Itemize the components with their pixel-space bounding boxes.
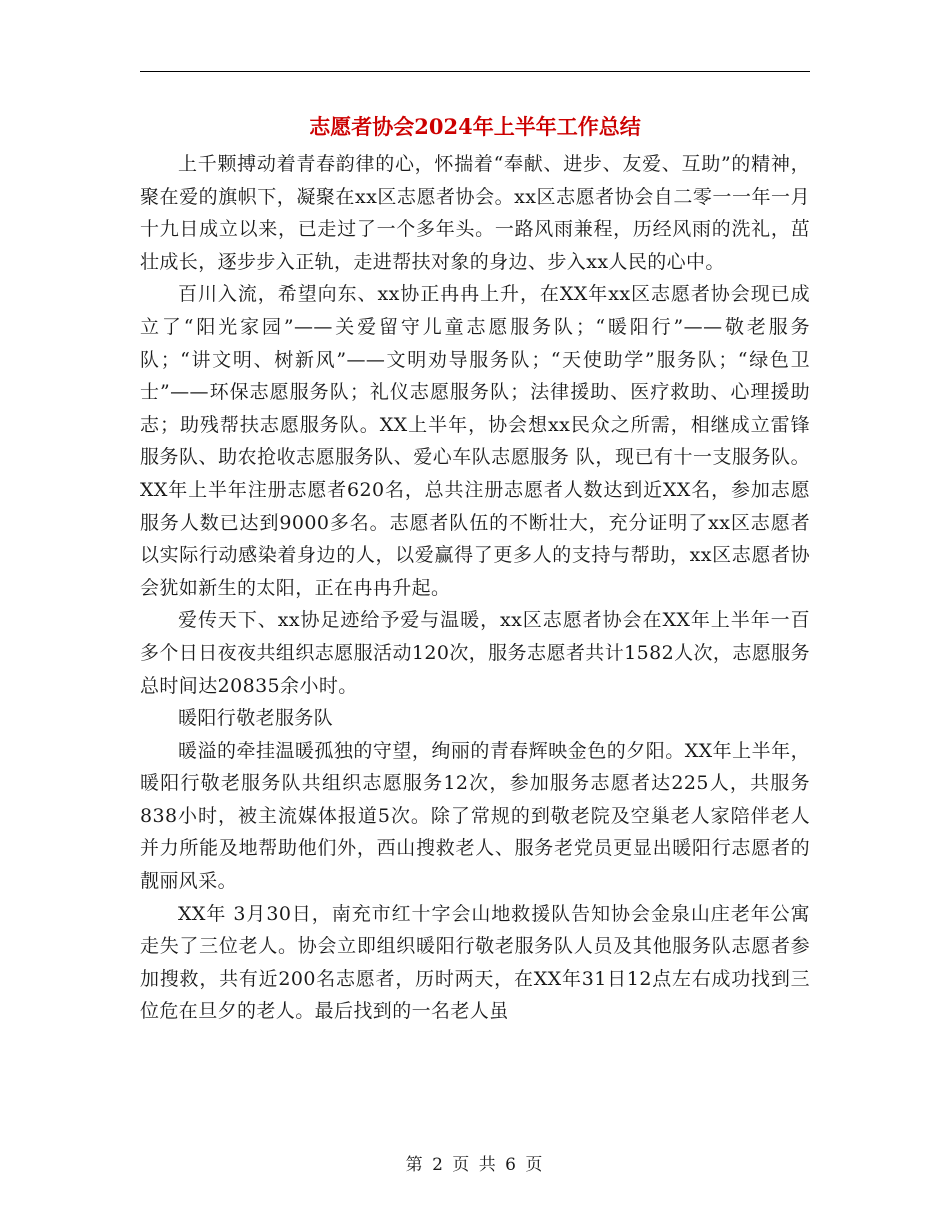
paragraph-service-teams: 百川入流，希望向东、xx协正冉冉上升，在XX年xx区志愿者协会现已成立了“阳光家园”——关爱留守儿童志愿服务队；“暖阳行”——敬老服务队；“讲文明、树新风”——文明劝导服务队；“天使助学”服务队；“绿色卫士”——环保志愿服务队；礼仪志愿服务队；法律援助、医疗救助、心理援助志；助残帮扶志愿服务队。XX上半年，协会想xx民众之所需，相继成立雷锋服务队、助农抢收志愿服务队、爱心车队志愿服务 队，现已有十一支服务队。XX年上半年注册志愿者620名，总共注册志愿者人数达到近XX名，参加志愿服务人数已达到9000多名。志愿者队伍的不断壮大，充分证明了xx区志愿者以实际行动感染着身边的人，以爱赢得了更多人的支持与帮助，xx区志愿者协会犹如新生的太阳，正在冉冉升起。 xyxy=(140,283,810,599)
paragraph-elderly-team: 暖溢的牵挂温暖孤独的守望，绚丽的青春辉映金色的夕阳。XX年上半年，暖阳行敬老服务队共组织志愿服务12次，参加服务志愿者达225人，共服务838小时，被主流媒体报道5次。除了常规的到敬老院及空巢老人家陪伴老人并力所能及地帮助他们外，西山搜救老人、服务老党员更显出暖阳行志愿者的靓丽风采。 xyxy=(140,739,810,893)
document-body xyxy=(140,148,810,1028)
section-heading-elderly-team: 暖阳行敬老服务队 xyxy=(178,707,334,730)
document-title: 志愿者协会2024年上半年工作总结 xyxy=(309,114,641,139)
header-rule xyxy=(140,71,810,72)
paragraph-activity-summary: 爱传天下、xx协足迹给予爱与温暖，xx区志愿者协会在XX年上半年一百多个日日夜夜共组织志愿服活动120次，服务志愿者共计1582人次，志愿服务总时间达20835余小时。 xyxy=(140,609,810,697)
page-footer: 第 2 页 共 6 页 xyxy=(405,1155,545,1175)
paragraph-intro: 上千颗搏动着青春韵律的心，怀揣着“奉献、进步、友爱、互助”的精神，聚在爱的旗帜下，凝聚在xx区志愿者协会。xx区志愿者协会自二零一一年一月十九日成立以来，已走过了一个多年头。一路风雨兼程，历经风雨的洗礼，茁壮成长，逐步步入正轨，走进帮扶对象的身边、步入xx人民的心中。 xyxy=(140,153,810,273)
paragraph-search-rescue: XX年 3月30日，南充市红十字会山地救援队告知协会金泉山庄老年公寓走失了三位老人。协会立即组织暖阳行敬老服务队人员及其他服务队志愿者参加搜救，共有近200名志愿者，历时两天，在XX年31日12点左右成功找到三位危在旦夕的老人。最后找到的一名老人虽 xyxy=(140,902,810,1023)
